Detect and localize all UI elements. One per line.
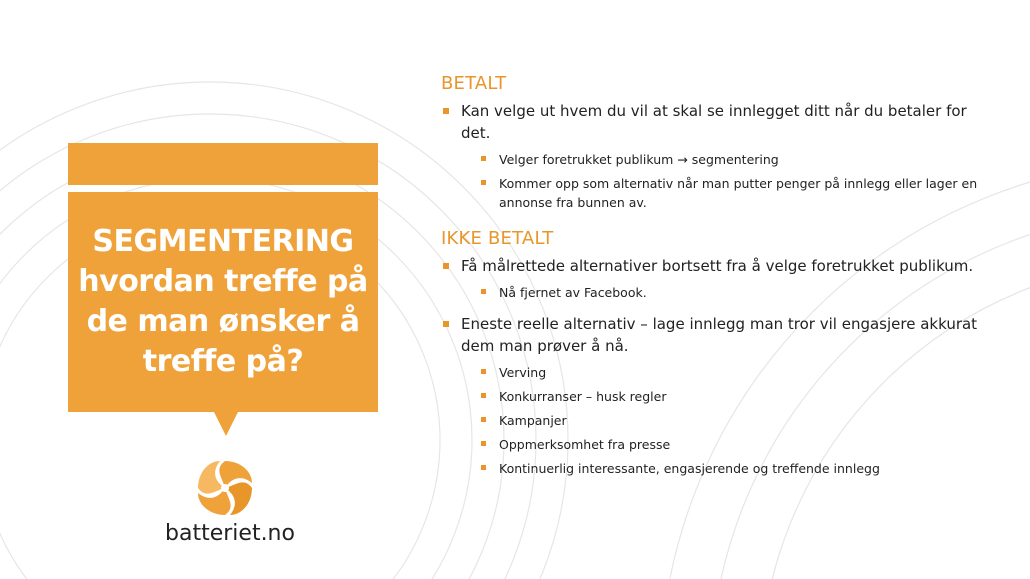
title-line-1: SEGMENTERING [92,224,354,259]
sub-bullet-item: Verving [441,363,981,382]
bullet-item: Kan velge ut hvem du vil at skal se innlegget ditt når du betaler for det. [441,100,981,144]
title-callout [68,192,378,412]
title-line-4: treffe på? [142,344,304,379]
batteriet-logo-icon [192,455,258,521]
slide-content [441,73,981,483]
sub-bullet-item: Velger foretrukket publikum → segmentering [441,150,981,169]
section-heading-ikke-betalt: IKKE BETALT [441,228,554,249]
sub-bullet-item: Konkurranser – husk regler [441,387,981,406]
sub-bullet-item: Kommer opp som alternativ når man putter penger på innlegg eller lager en annonse fra bunnen av. [441,174,981,212]
title-line-3: de man ønsker å [86,304,360,339]
sub-bullet-item: Nå fjernet av Facebook. [441,283,981,302]
bullet-item: Eneste reelle alternativ – lage innlegg man tror vil engasjere akkurat dem man prøver å nå. [441,313,981,357]
title-line-2: hvordan treffe på [78,264,368,299]
title-top-bar [68,143,378,185]
sub-bullet-item: Kampanjer [441,411,981,430]
section-heading-betalt: BETALT [441,73,507,94]
bullet-item: Få målrettede alternativer bortsett fra å velge foretrukket publikum. [441,255,981,277]
sub-bullet-item: Oppmerksomhet fra presse [441,435,981,454]
sub-bullet-item: Kontinuerlig interessante, engasjerende og treffende innlegg [441,459,981,478]
slide-title [70,222,375,382]
brand-name: batteriet.no [165,521,295,546]
